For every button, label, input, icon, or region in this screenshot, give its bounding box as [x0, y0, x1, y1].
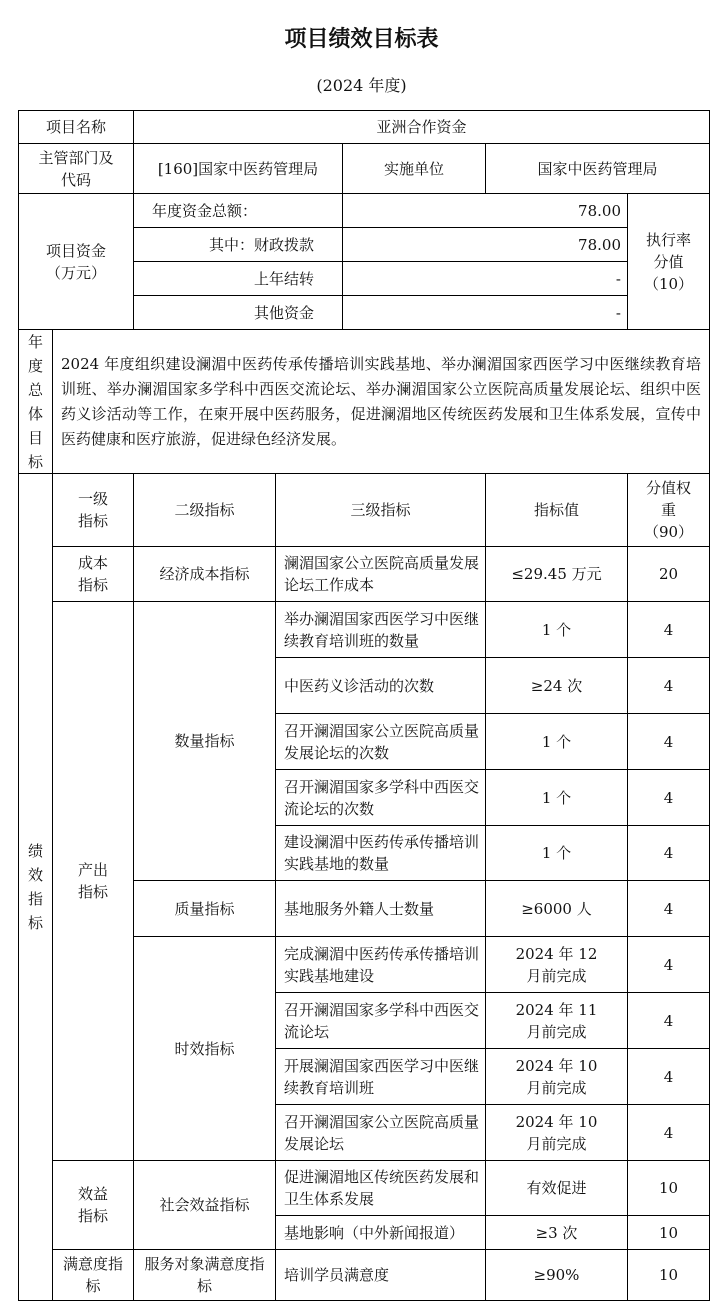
indicator-row-value: 1 个 [485, 769, 628, 826]
funds-fiscal-value: 78.00 [342, 227, 628, 262]
benefit-level1: 效益指标 [52, 1160, 134, 1250]
indicator-row-value: ≥6000 人 [485, 880, 628, 937]
objective-label: 年度总体目标 [18, 329, 53, 474]
quality-level2: 质量指标 [133, 880, 276, 937]
indicator-row-weight: 4 [627, 825, 710, 881]
indicator-row-value: 2024 年 11 月前完成 [485, 992, 628, 1049]
indicator-row-name: 基地服务外籍人士数量 [275, 880, 486, 937]
funds-rate-label: 执行率分值（10） [627, 193, 710, 330]
indicator-row-value: 1 个 [485, 713, 628, 770]
indicator-row-value: ≥90% [485, 1249, 628, 1301]
col-level1-header: 一级指标 [52, 473, 134, 547]
indicator-row-value: 1 个 [485, 601, 628, 658]
indicator-row-weight: 4 [627, 1048, 710, 1105]
indicator-row-weight: 4 [627, 880, 710, 937]
indicator-row-name: 培训学员满意度 [275, 1249, 486, 1301]
funds-carry-label: 上年结转 [133, 261, 343, 296]
indicator-row-weight: 4 [627, 713, 710, 770]
indicators-section-label: 绩效指标 [18, 473, 53, 1301]
col-value-header: 指标值 [485, 473, 628, 547]
page-subtitle: (2024 年度) [316, 76, 407, 95]
col-weight-header: 分值权重（90） [627, 473, 710, 547]
page-title: 项目绩效目标表 [284, 27, 439, 52]
indicator-row-weight: 10 [627, 1249, 710, 1301]
indicator-row-name: 召开澜湄国家公立医院高质量发展论坛的次数 [275, 713, 486, 770]
funds-total-value: 78.00 [342, 193, 628, 228]
indicator-row-value: 2024 年 10 月前完成 [485, 1104, 628, 1161]
cost-level2: 经济成本指标 [133, 546, 276, 602]
impl-label: 实施单位 [342, 143, 486, 194]
col-level2-header: 二级指标 [133, 473, 276, 547]
funds-carry-value: - [342, 261, 628, 296]
funds-total-label: 年度资金总额： [133, 193, 343, 228]
impl-value: 国家中医药管理局 [485, 143, 710, 194]
indicator-row-name: 澜湄国家公立医院高质量发展论坛工作成本 [275, 546, 486, 602]
indicator-row-value: 1 个 [485, 825, 628, 881]
project-name-label: 项目名称 [18, 110, 134, 144]
indicator-row-name: 促进澜湄地区传统医药发展和卫生体系发展 [275, 1160, 486, 1216]
indicator-row-weight: 10 [627, 1215, 710, 1250]
indicator-row-name: 开展澜湄国家西医学习中医继续教育培训班 [275, 1048, 486, 1105]
indicator-row-weight: 4 [627, 601, 710, 658]
output-level1: 产出指标 [52, 601, 134, 1161]
satisfaction-level1: 满意度指标 [52, 1249, 134, 1301]
quantity-level2: 数量指标 [133, 601, 276, 881]
funds-label: 项目资金（万元） [18, 193, 134, 330]
indicator-row-value: 2024 年 10 月前完成 [485, 1048, 628, 1105]
indicator-row-value: ≥3 次 [485, 1215, 628, 1250]
funds-other-label: 其他资金 [133, 295, 343, 330]
indicator-row-weight: 10 [627, 1160, 710, 1216]
indicator-row-name: 基地影响（中外新闻报道） [275, 1215, 486, 1250]
col-level3-header: 三级指标 [275, 473, 486, 547]
indicator-row-weight: 4 [627, 1104, 710, 1161]
funds-fiscal-label: 其中：财政拨款 [133, 227, 343, 262]
indicator-row-value: ≤29.45 万元 [485, 546, 628, 602]
indicator-row-name: 建设澜湄中医药传承传播培训实践基地的数量 [275, 825, 486, 881]
funds-other-value: - [342, 295, 628, 330]
dept-value: [160]国家中医药管理局 [133, 143, 343, 194]
indicator-row-name: 中医药义诊活动的次数 [275, 657, 486, 714]
social-level2: 社会效益指标 [133, 1160, 276, 1250]
indicator-row-weight: 4 [627, 992, 710, 1049]
project-name-value: 亚洲合作资金 [133, 110, 710, 144]
indicator-row-name: 完成澜湄中医药传承传播培训实践基地建设 [275, 936, 486, 993]
indicator-row-name: 召开澜湄国家多学科中西医交流论坛的次数 [275, 769, 486, 826]
indicator-row-value: ≥24 次 [485, 657, 628, 714]
indicator-row-weight: 4 [627, 936, 710, 993]
indicator-row-value: 2024 年 12 月前完成 [485, 936, 628, 993]
indicator-row-weight: 4 [627, 657, 710, 714]
indicator-row-name: 召开澜湄国家公立医院高质量发展论坛 [275, 1104, 486, 1161]
dept-label: 主管部门及代码 [18, 143, 134, 194]
timeliness-level2: 时效指标 [133, 936, 276, 1161]
indicator-row-weight: 4 [627, 769, 710, 826]
indicator-row-weight: 20 [627, 546, 710, 602]
indicator-row-value: 有效促进 [485, 1160, 628, 1216]
indicator-row-name: 召开澜湄国家多学科中西医交流论坛 [275, 992, 486, 1049]
indicator-row-name: 举办澜湄国家西医学习中医继续教育培训班的数量 [275, 601, 486, 658]
satisfaction-level2: 服务对象满意度指标 [133, 1249, 276, 1301]
objective-text: 2024 年度组织建设澜湄中医药传承传播培训实践基地、举办澜湄国家西医学习中医继续教育培训班、举办澜湄国家多学科中西医交流论坛、举办澜湄国家公立医院高质量发展论坛、组织中医药义诊活动等工作，在柬开展中医药服务，促进澜湄地区传统医药发展和卫生体系发展，宣传中医药健康和医疗旅游，促进绿色经济发展。 [52, 329, 710, 474]
cost-level1: 成本指标 [52, 546, 134, 602]
